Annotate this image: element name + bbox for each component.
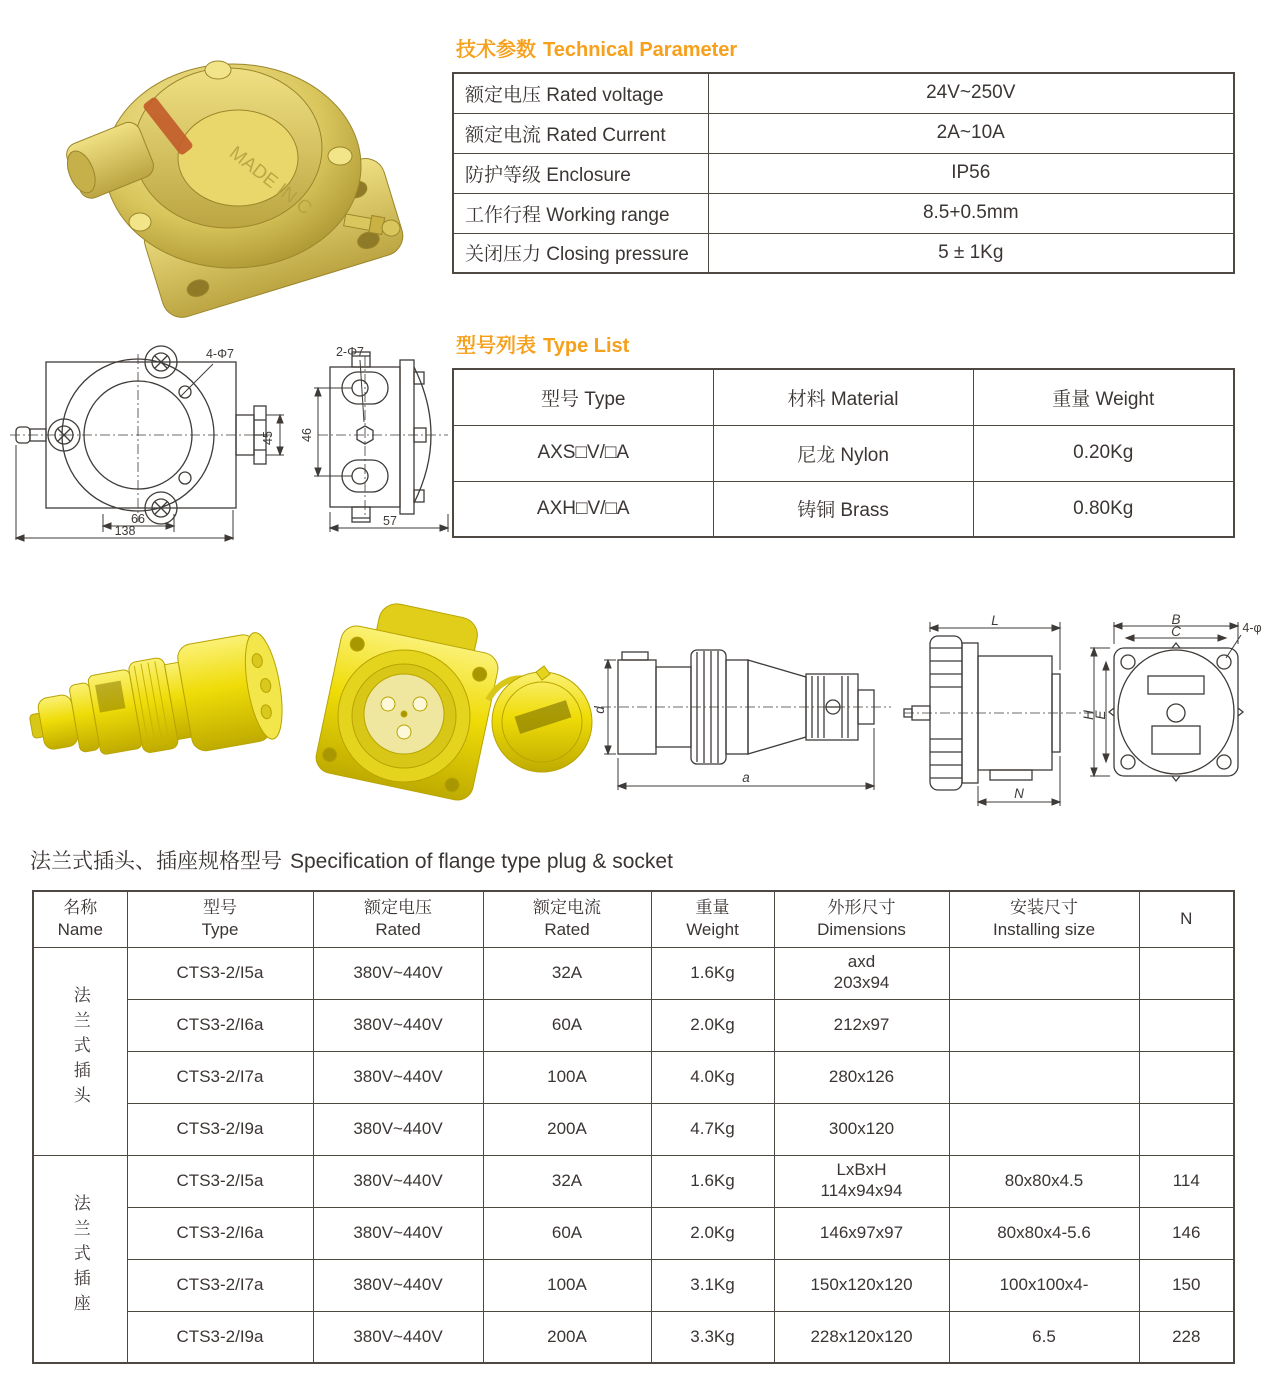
col-type: 型号 Type — [453, 369, 713, 425]
cell-material: 尼龙 Nylon — [713, 425, 973, 481]
spec-heading-en: Specification of flange type plug & socket — [290, 850, 673, 873]
cell-dimensions: 146x97x97 — [774, 1207, 949, 1259]
cell-n — [1139, 1051, 1234, 1103]
cell-install: 6.5 — [949, 1311, 1139, 1363]
plug-illustration — [22, 630, 289, 780]
dim-label: C — [1171, 624, 1181, 639]
cell-voltage: 380V~440V — [313, 947, 483, 999]
type-list-heading — [456, 329, 629, 358]
dim-label: 57 — [383, 514, 397, 528]
table-row — [453, 113, 1234, 153]
plug-dimension-drawing — [592, 622, 896, 807]
group-label-plug: 法兰式插头 — [33, 947, 127, 1155]
spec-row — [33, 1259, 1234, 1311]
spec-row — [33, 947, 1234, 999]
cell-install — [949, 999, 1139, 1051]
cell-weight: 2.0Kg — [651, 999, 774, 1051]
switch-front-drawing — [8, 342, 298, 547]
heading-zh: 型号列表 — [456, 335, 536, 357]
dim-label: E — [1093, 710, 1108, 720]
cell-n: 150 — [1139, 1259, 1234, 1311]
spec-heading — [30, 845, 673, 875]
housing-product-photo — [48, 36, 413, 308]
param-value: 5 ± 1Kg — [708, 233, 1234, 273]
dim-label: 45 — [261, 431, 275, 445]
heading-en: Type List — [543, 335, 630, 357]
cell-type: CTS3-2/I5a — [127, 947, 313, 999]
socket-illustration — [313, 594, 592, 803]
param-value: IP56 — [708, 153, 1234, 193]
spec-row — [33, 999, 1234, 1051]
cell-current: 60A — [483, 1207, 651, 1259]
cell-weight: 1.6Kg — [651, 1155, 774, 1207]
cell-weight: 4.0Kg — [651, 1051, 774, 1103]
technical-parameter-table — [452, 72, 1235, 274]
housing-embossed-text: MADE IN C — [225, 142, 316, 220]
spec-row — [33, 1103, 1234, 1155]
cell-voltage: 380V~440V — [313, 1207, 483, 1259]
col-n: N — [1139, 891, 1234, 947]
cell-dimensions: 150x120x120 — [774, 1259, 949, 1311]
cell-current: 32A — [483, 1155, 651, 1207]
table-row — [453, 481, 1234, 537]
dim-label: L — [991, 613, 999, 628]
plug-product-photo — [26, 616, 296, 801]
cell-type: CTS3-2/I7a — [127, 1051, 313, 1103]
table-row — [453, 153, 1234, 193]
cell-install: 100x100x4- — [949, 1259, 1139, 1311]
socket-product-photo — [292, 608, 592, 806]
cell-current: 60A — [483, 999, 651, 1051]
cell-voltage: 380V~440V — [313, 1155, 483, 1207]
table-header-row — [453, 369, 1234, 425]
cell-type: CTS3-2/I5a — [127, 1155, 313, 1207]
socket-side-drawing — [900, 613, 1100, 814]
col-type: 型号 Type — [127, 891, 313, 947]
cell-type: CTS3-2/I7a — [127, 1259, 313, 1311]
param-value: 2A~10A — [708, 113, 1234, 153]
housing-illustration — [59, 61, 407, 322]
dim-label: 46 — [300, 428, 314, 442]
col-weight: 重量 Weight — [651, 891, 774, 947]
col-current: 额定电流 Rated — [483, 891, 651, 947]
table-row — [453, 73, 1234, 113]
spec-table — [32, 890, 1235, 1364]
technical-parameter-heading — [456, 33, 737, 62]
table-row — [453, 233, 1234, 273]
cell-dimensions: LxBxH 114x94x94 — [774, 1155, 949, 1207]
cell-voltage: 380V~440V — [313, 1051, 483, 1103]
cell-n — [1139, 999, 1234, 1051]
spec-row — [33, 1155, 1234, 1207]
cell-dimensions: 228x120x120 — [774, 1311, 949, 1363]
col-installing-size: 安装尺寸 Installing size — [949, 891, 1139, 947]
cell-dimensions: 280x126 — [774, 1051, 949, 1103]
group-label-socket: 法兰式插座 — [33, 1155, 127, 1363]
switch-side-drawing — [302, 342, 452, 547]
cell-install: 80x80x4.5 — [949, 1155, 1139, 1207]
cell-weight: 0.20Kg — [973, 425, 1234, 481]
cell-n — [1139, 1103, 1234, 1155]
dim-label: a — [742, 770, 750, 785]
dim-label: d — [592, 706, 607, 714]
cell-dimensions: 300x120 — [774, 1103, 949, 1155]
cell-type: CTS3-2/I6a — [127, 1207, 313, 1259]
param-label: 额定电流 Rated Current — [453, 113, 708, 153]
cell-install — [949, 1051, 1139, 1103]
cell-type: CTS3-2/I6a — [127, 999, 313, 1051]
cell-current: 200A — [483, 1311, 651, 1363]
cell-weight: 1.6Kg — [651, 947, 774, 999]
cell-n — [1139, 947, 1234, 999]
cell-n: 228 — [1139, 1311, 1234, 1363]
cell-weight: 2.0Kg — [651, 1207, 774, 1259]
type-list-table — [452, 368, 1235, 538]
cell-type: AXH□V/□A — [453, 481, 713, 537]
dim-label: 66 — [131, 512, 145, 526]
cell-current: 100A — [483, 1259, 651, 1311]
param-value: 24V~250V — [708, 73, 1234, 113]
cell-install — [949, 1103, 1139, 1155]
spec-row — [33, 1311, 1234, 1363]
cell-material: 铸铜 Brass — [713, 481, 973, 537]
spec-row — [33, 1051, 1234, 1103]
param-label: 额定电压 Rated voltage — [453, 73, 708, 113]
cell-dimensions: 212x97 — [774, 999, 949, 1051]
cell-current: 200A — [483, 1103, 651, 1155]
param-value: 8.5+0.5mm — [708, 193, 1234, 233]
cell-install — [949, 947, 1139, 999]
cell-weight: 0.80Kg — [973, 481, 1234, 537]
cell-voltage: 380V~440V — [313, 1311, 483, 1363]
cell-voltage: 380V~440V — [313, 1259, 483, 1311]
cell-install: 80x80x4-5.6 — [949, 1207, 1139, 1259]
cell-weight: 3.1Kg — [651, 1259, 774, 1311]
dim-label: H — [1081, 710, 1096, 720]
param-label: 防护等级 Enclosure — [453, 153, 708, 193]
cell-current: 100A — [483, 1051, 651, 1103]
dim-label: 2-Φ7 — [335, 345, 365, 359]
dim-label: N — [1014, 786, 1024, 801]
spec-heading-zh: 法兰式插头、插座规格型号 — [30, 850, 282, 873]
heading-zh: 技术参数 — [456, 39, 536, 61]
cell-voltage: 380V~440V — [313, 1103, 483, 1155]
col-voltage: 额定电压 Rated — [313, 891, 483, 947]
table-row — [453, 425, 1234, 481]
table-row — [453, 193, 1234, 233]
param-label: 关闭压力 Closing pressure — [453, 233, 708, 273]
cell-type: CTS3-2/I9a — [127, 1103, 313, 1155]
cell-current: 32A — [483, 947, 651, 999]
cell-weight: 4.7Kg — [651, 1103, 774, 1155]
cell-weight: 3.3Kg — [651, 1311, 774, 1363]
cell-voltage: 380V~440V — [313, 999, 483, 1051]
cell-n: 146 — [1139, 1207, 1234, 1259]
spec-row — [33, 1207, 1234, 1259]
cell-dimensions: axd 203x94 — [774, 947, 949, 999]
col-dimensions: 外形尺寸 Dimensions — [774, 891, 949, 947]
cell-type: CTS3-2/I9a — [127, 1311, 313, 1363]
dim-label: 4-φ — [1242, 621, 1262, 635]
col-weight: 重量 Weight — [973, 369, 1234, 425]
col-material: 材料 Material — [713, 369, 973, 425]
cell-n: 114 — [1139, 1155, 1234, 1207]
dim-label: B — [1171, 612, 1181, 627]
cell-type: AXS□V/□A — [453, 425, 713, 481]
heading-en: Technical Parameter — [543, 39, 738, 61]
param-label: 工作行程 Working range — [453, 193, 708, 233]
col-name: 名称 Name — [33, 891, 127, 947]
spec-header-row — [33, 891, 1234, 947]
socket-front-drawing — [1081, 612, 1268, 806]
dim-label: 4-Φ7 — [205, 347, 235, 361]
dim-label: 138 — [114, 524, 136, 538]
